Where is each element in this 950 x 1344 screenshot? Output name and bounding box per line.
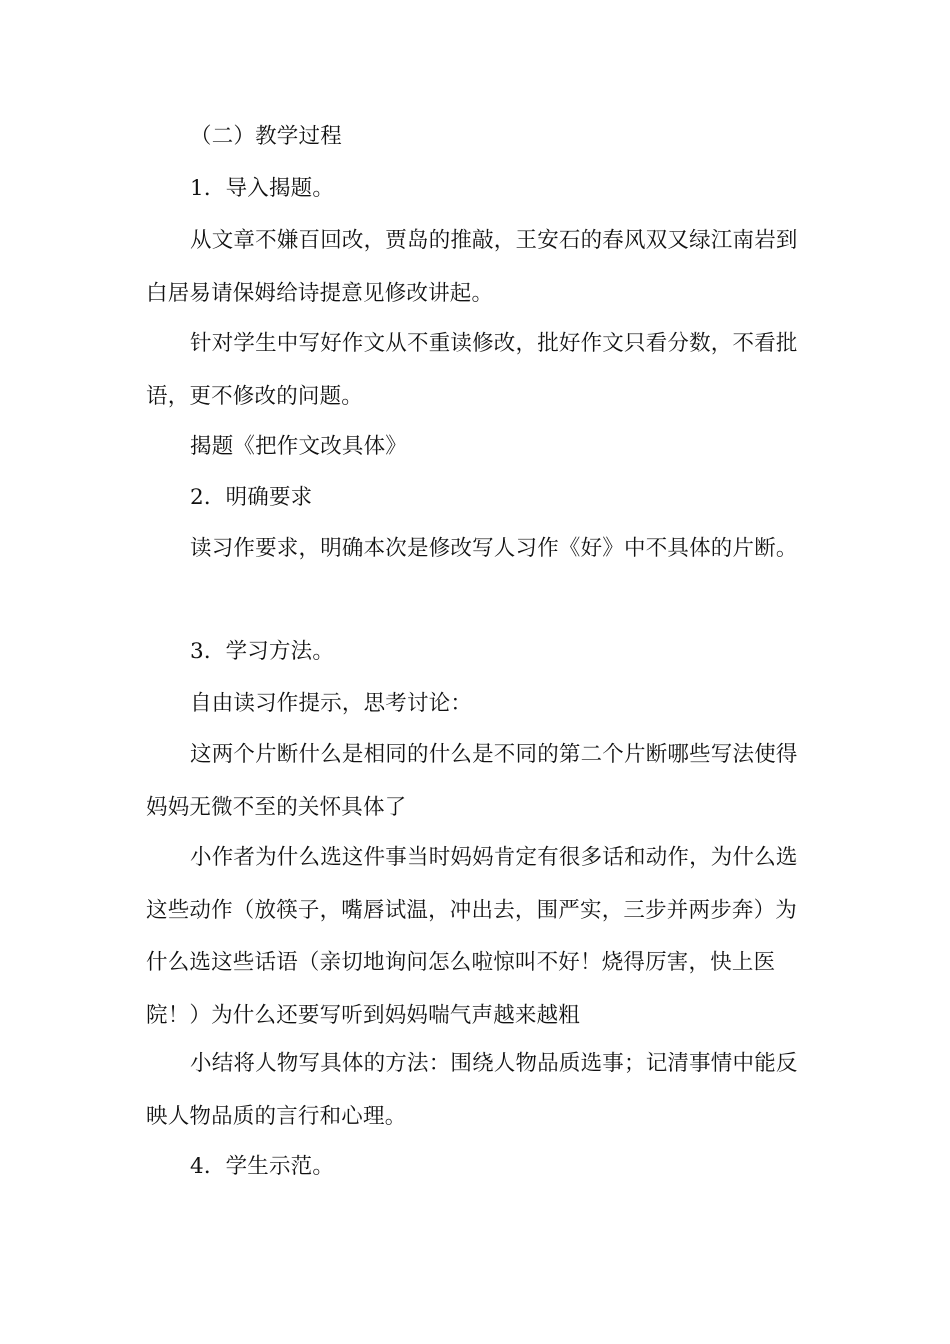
analysis-question-paragraph: 小作者为什么选这件事当时妈妈肯定有很多话和动作，为什么选这些动作（放筷子，嘴唇试温，冲出去，围严实，三步并两步奔）为什么选这些话语（亲切地询问怎么啦惊叫不好！烧得厉害，快上医院！）为什么还要写听到妈妈喘气声越来越粗 bbox=[146, 845, 798, 1028]
step-2-heading: 2．明确要求 bbox=[190, 485, 313, 510]
comparison-question-paragraph: 这两个片断什么是相同的什么是不同的第二个片断哪些写法使得妈妈无微不至的关怀具体了 bbox=[146, 742, 798, 820]
requirement-paragraph: 读习作要求，明确本次是修改写人习作《好》中不具体的片断。 bbox=[190, 536, 798, 561]
step-1-heading: 1．导入揭题。 bbox=[190, 176, 335, 201]
step-3-heading: 3．学习方法。 bbox=[190, 639, 335, 664]
section-heading: （二）教学过程 bbox=[190, 124, 342, 149]
discussion-prompt-paragraph: 自由读习作提示，思考讨论： bbox=[190, 691, 473, 716]
intro-paragraph: 从文章不嫌百回改，贾岛的推敲，王安石的春风双又绿江南岩到白居易请保姆给诗提意见修改讲起。 bbox=[146, 228, 798, 306]
summary-paragraph: 小结将人物写具体的方法：围绕人物品质选事；记清事情中能反映人物品质的言行和心理。 bbox=[146, 1051, 798, 1129]
problem-paragraph: 针对学生中写好作文从不重读修改，批好作文只看分数，不看批语，更不修改的问题。 bbox=[146, 331, 798, 409]
step-4-heading: 4．学生示范。 bbox=[190, 1154, 335, 1179]
title-reveal-paragraph: 揭题《把作文改具体》 bbox=[190, 434, 408, 459]
